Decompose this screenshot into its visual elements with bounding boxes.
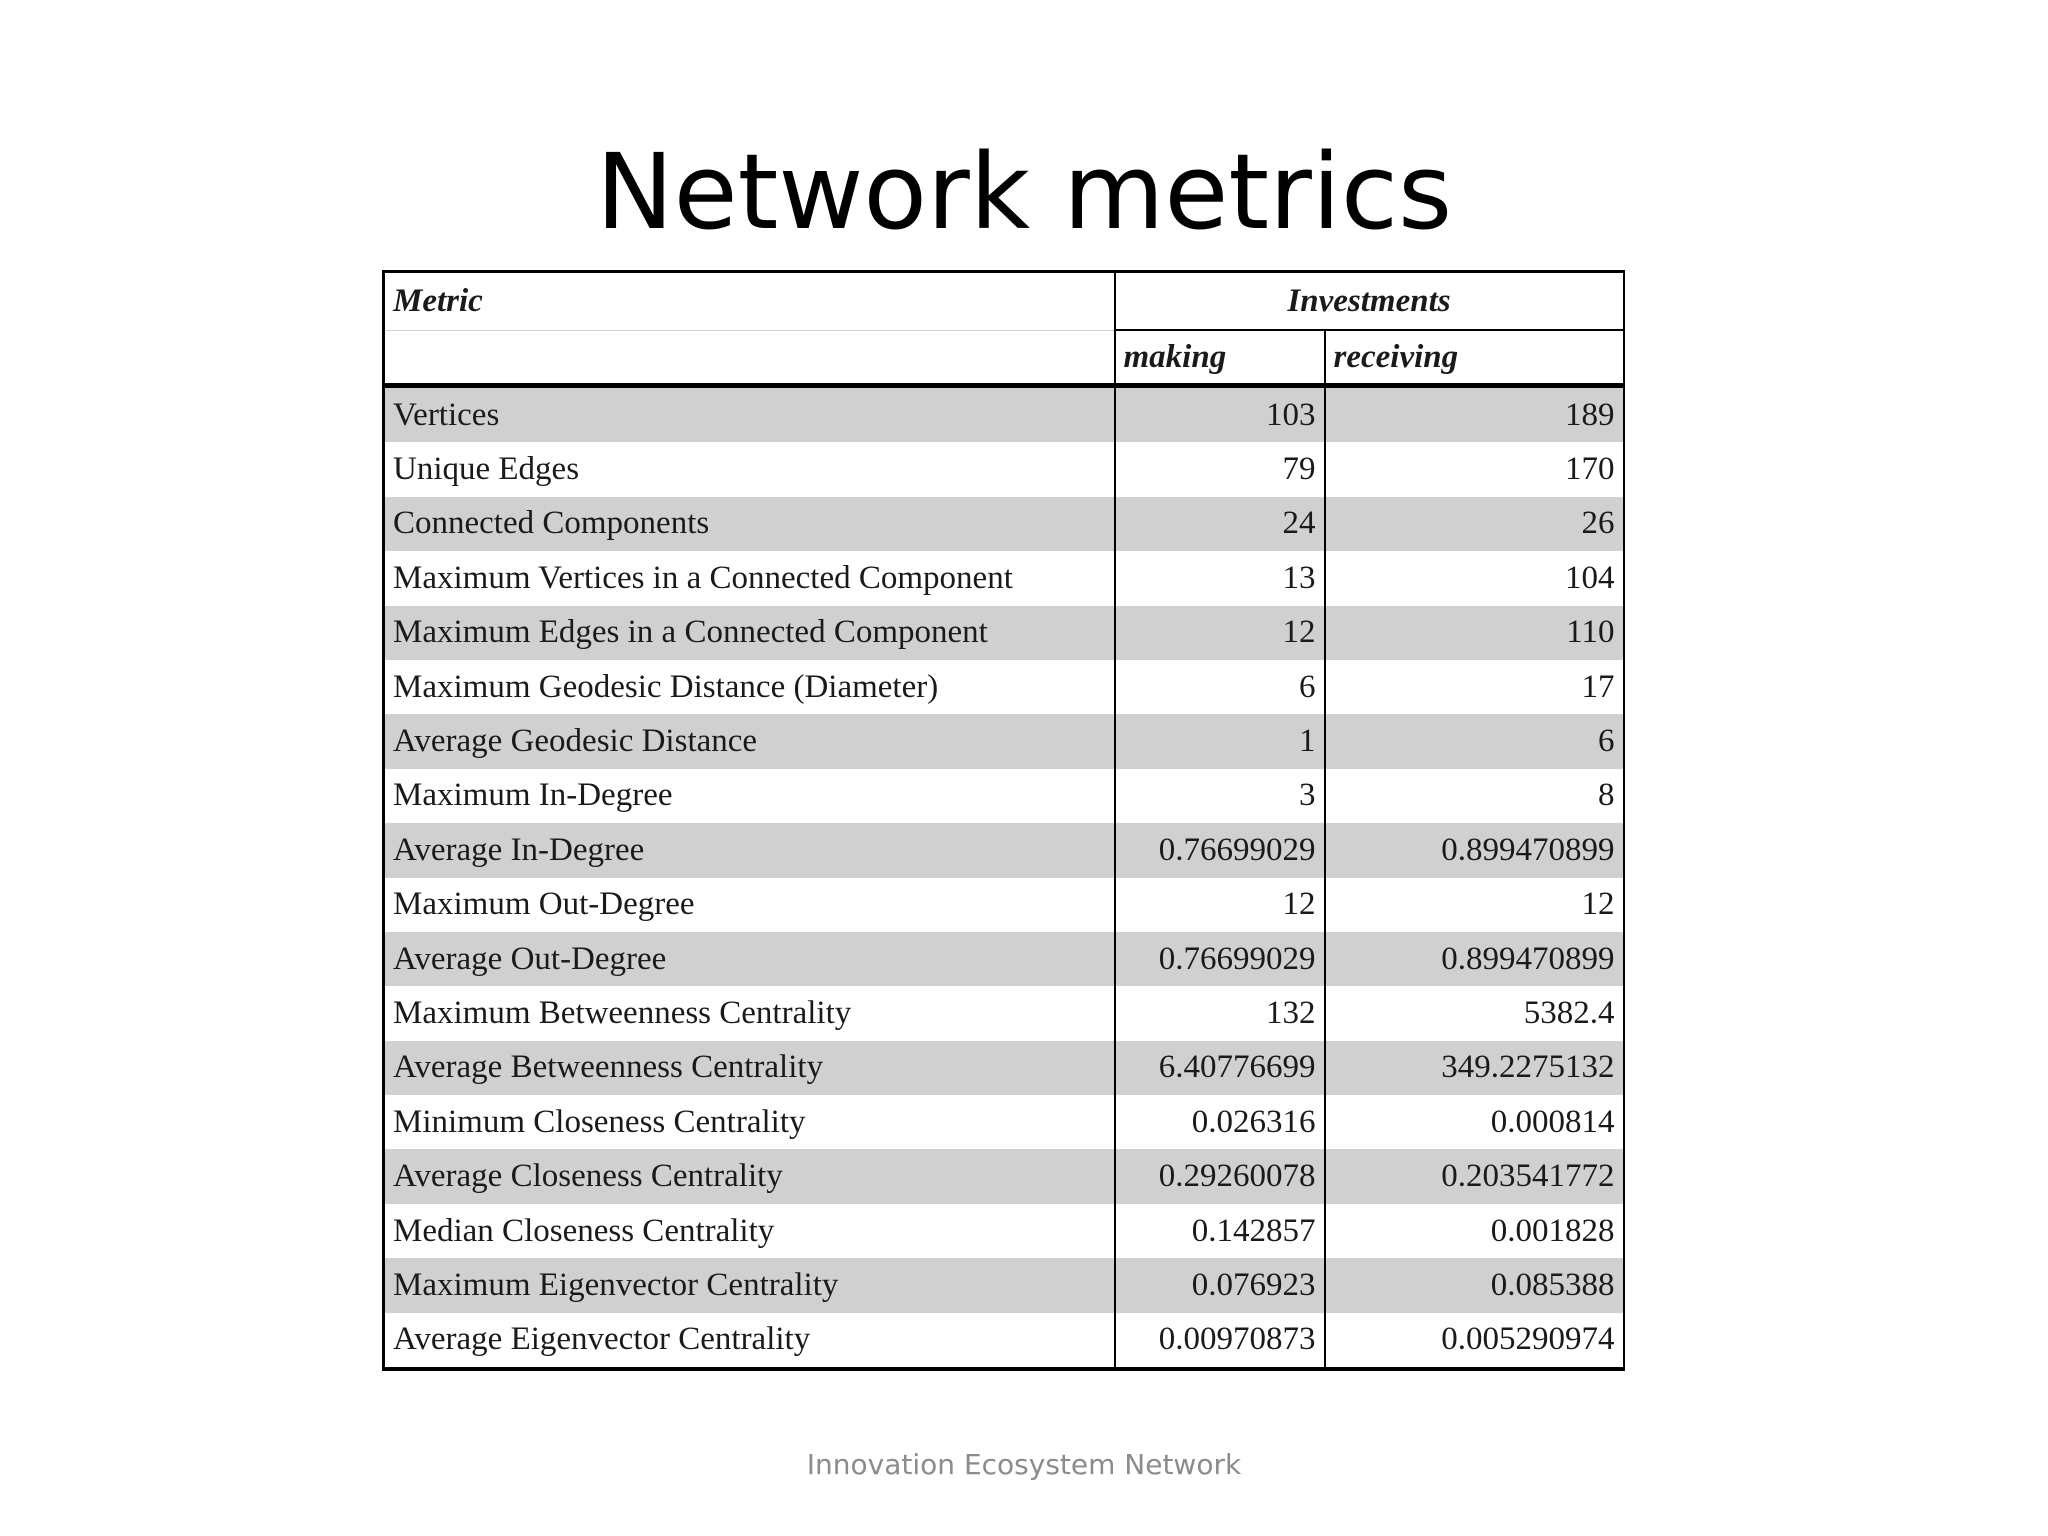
slide-footer: Innovation Ecosystem Network xyxy=(806,1448,1242,1481)
metric-column-header: Metric xyxy=(384,272,1115,331)
metric-name-cell: Maximum Betweenness Centrality xyxy=(384,986,1115,1040)
metric-name-cell: Average Betweenness Centrality xyxy=(384,1041,1115,1095)
receiving-value-cell: 0.899470899 xyxy=(1325,823,1624,877)
making-value-cell: 79 xyxy=(1115,442,1325,496)
making-value-cell: 0.00970873 xyxy=(1115,1313,1325,1369)
metric-name-cell: Maximum Edges in a Connected Component xyxy=(384,606,1115,660)
metric-name-cell: Average In-Degree xyxy=(384,823,1115,877)
investments-group-header: Investments xyxy=(1115,272,1624,331)
making-value-cell: 103 xyxy=(1115,386,1325,443)
receiving-value-cell: 170 xyxy=(1325,442,1624,496)
making-value-cell: 6.40776699 xyxy=(1115,1041,1325,1095)
making-value-cell: 6 xyxy=(1115,660,1325,714)
making-value-cell: 1 xyxy=(1115,714,1325,768)
table-body xyxy=(384,386,1624,1370)
metric-name-cell: Unique Edges xyxy=(384,442,1115,496)
receiving-value-cell: 17 xyxy=(1325,660,1624,714)
receiving-value-cell: 0.001828 xyxy=(1325,1204,1624,1258)
metric-name-cell: Maximum In-Degree xyxy=(384,769,1115,823)
metric-name-cell: Maximum Geodesic Distance (Diameter) xyxy=(384,660,1115,714)
metric-name-cell: Vertices xyxy=(384,386,1115,443)
metric-name-cell: Minimum Closeness Centrality xyxy=(384,1095,1115,1149)
receiving-value-cell: 110 xyxy=(1325,606,1624,660)
making-value-cell: 24 xyxy=(1115,497,1325,551)
making-value-cell: 0.29260078 xyxy=(1115,1149,1325,1203)
slide-title: Network metrics xyxy=(595,131,1453,253)
metrics-table xyxy=(382,270,1625,1371)
receiving-value-cell: 0.000814 xyxy=(1325,1095,1624,1149)
making-value-cell: 0.026316 xyxy=(1115,1095,1325,1149)
making-value-cell: 3 xyxy=(1115,769,1325,823)
table-row xyxy=(384,1204,1624,1258)
receiving-value-cell: 0.005290974 xyxy=(1325,1313,1624,1369)
receiving-column-header: receiving xyxy=(1325,330,1624,386)
receiving-value-cell: 12 xyxy=(1325,878,1624,932)
making-value-cell: 12 xyxy=(1115,878,1325,932)
receiving-value-cell: 0.899470899 xyxy=(1325,932,1624,986)
table-header xyxy=(384,272,1624,386)
making-value-cell: 0.76699029 xyxy=(1115,932,1325,986)
metric-name-cell: Average Geodesic Distance xyxy=(384,714,1115,768)
table-row xyxy=(384,986,1624,1040)
header-row-subcolumns xyxy=(384,330,1624,386)
making-value-cell: 132 xyxy=(1115,986,1325,1040)
receiving-value-cell: 189 xyxy=(1325,386,1624,443)
table-row xyxy=(384,386,1624,443)
metric-name-cell: Average Eigenvector Centrality xyxy=(384,1313,1115,1369)
table-row xyxy=(384,497,1624,551)
table-row xyxy=(384,606,1624,660)
table-row xyxy=(384,769,1624,823)
metric-header-spacer xyxy=(384,330,1115,386)
header-row-group xyxy=(384,272,1624,331)
table-row xyxy=(384,442,1624,496)
making-value-cell: 13 xyxy=(1115,551,1325,605)
making-value-cell: 12 xyxy=(1115,606,1325,660)
table-row xyxy=(384,714,1624,768)
metric-name-cell: Maximum Eigenvector Centrality xyxy=(384,1258,1115,1312)
table-row xyxy=(384,1041,1624,1095)
making-value-cell: 0.076923 xyxy=(1115,1258,1325,1312)
receiving-value-cell: 6 xyxy=(1325,714,1624,768)
making-value-cell: 0.142857 xyxy=(1115,1204,1325,1258)
table-row xyxy=(384,932,1624,986)
receiving-value-cell: 26 xyxy=(1325,497,1624,551)
receiving-value-cell: 8 xyxy=(1325,769,1624,823)
table-row xyxy=(384,878,1624,932)
receiving-value-cell: 349.2275132 xyxy=(1325,1041,1624,1095)
metric-name-cell: Maximum Out-Degree xyxy=(384,878,1115,932)
metric-name-cell: Maximum Vertices in a Connected Component xyxy=(384,551,1115,605)
metrics-table-container xyxy=(382,270,1622,1371)
receiving-value-cell: 5382.4 xyxy=(1325,986,1624,1040)
receiving-value-cell: 104 xyxy=(1325,551,1624,605)
table-row xyxy=(384,1313,1624,1369)
making-column-header: making xyxy=(1115,330,1325,386)
table-row xyxy=(384,1258,1624,1312)
table-row xyxy=(384,551,1624,605)
receiving-value-cell: 0.085388 xyxy=(1325,1258,1624,1312)
making-value-cell: 0.76699029 xyxy=(1115,823,1325,877)
table-row xyxy=(384,823,1624,877)
metric-name-cell: Average Out-Degree xyxy=(384,932,1115,986)
table-row xyxy=(384,1149,1624,1203)
metric-name-cell: Median Closeness Centrality xyxy=(384,1204,1115,1258)
metric-name-cell: Average Closeness Centrality xyxy=(384,1149,1115,1203)
receiving-value-cell: 0.203541772 xyxy=(1325,1149,1624,1203)
metric-name-cell: Connected Components xyxy=(384,497,1115,551)
table-row xyxy=(384,660,1624,714)
table-row xyxy=(384,1095,1624,1149)
